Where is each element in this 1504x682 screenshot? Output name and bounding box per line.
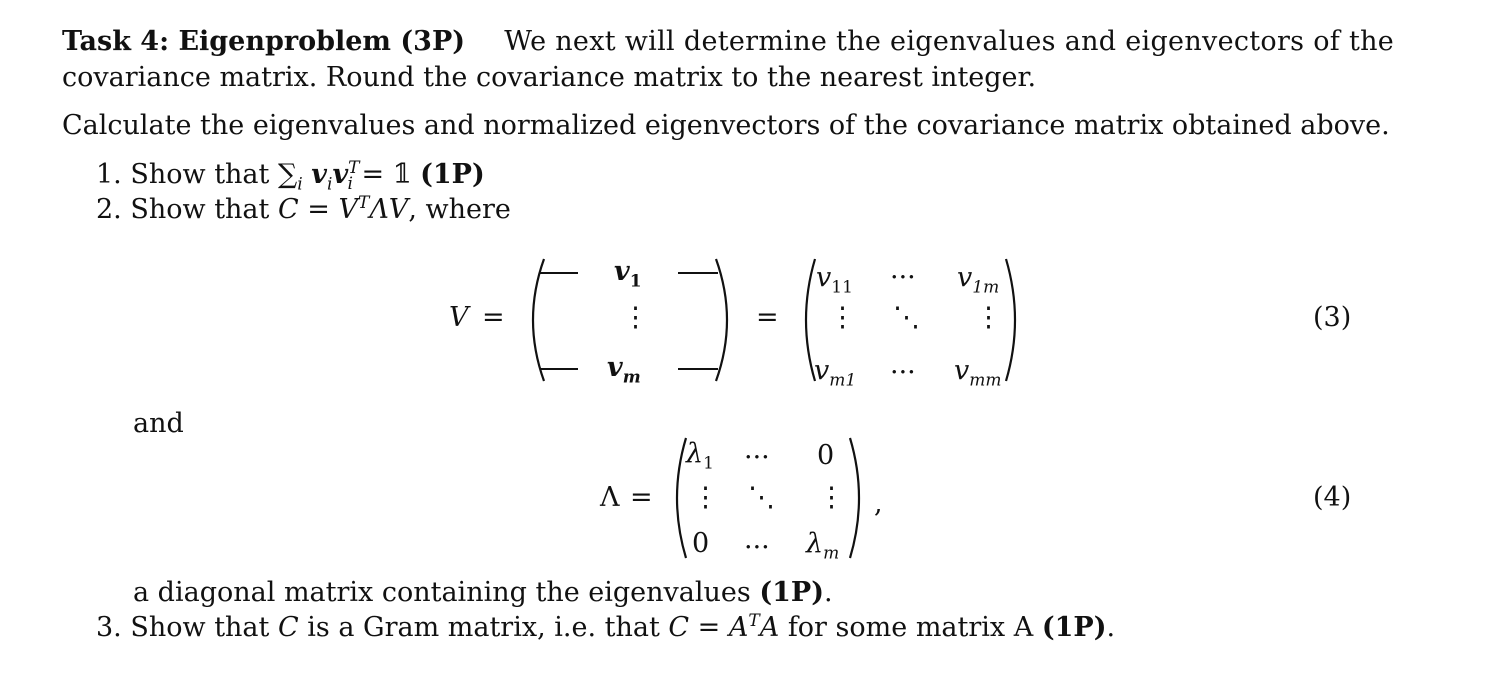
transpose-sup: T	[348, 158, 360, 178]
diag-sentence-line	[133, 577, 833, 608]
diag-points: (1P)	[759, 577, 824, 608]
eq4-equals: =	[630, 482, 653, 513]
where-text: , where	[408, 194, 511, 225]
lambda1-index: 1	[703, 453, 714, 474]
vm1-index: m1	[829, 370, 857, 391]
task-header-line1	[62, 26, 1394, 57]
equals-sign: =	[307, 194, 330, 225]
eq3-vm1	[814, 355, 857, 391]
vector-v-transposed: v	[332, 159, 349, 190]
eq4-cdots-top: ···	[744, 442, 770, 473]
transpose-sup: T	[748, 611, 760, 631]
row-rule	[678, 272, 718, 274]
eq3-v11	[816, 262, 853, 298]
matrix-c-2: C	[668, 612, 690, 643]
list-item-number: 1.	[96, 159, 122, 190]
eq3-right-paren-1	[712, 255, 742, 385]
eq3-equals-2: =	[756, 302, 779, 333]
identity-symbol: 𝟙	[392, 159, 412, 190]
v11-index: 11	[831, 277, 853, 298]
sum-index: i	[297, 174, 303, 195]
vm1-symbol: v	[814, 355, 830, 386]
eq4-ddots: ⋱	[748, 482, 775, 513]
equation-number-4: (4)	[1313, 482, 1352, 513]
row-rule	[540, 368, 578, 370]
matrix-c: C	[277, 612, 299, 643]
eq3-vdots-right: ⋮	[975, 302, 1002, 333]
lambda-v: ΛV	[369, 194, 409, 225]
row-rule	[540, 272, 578, 274]
list-item-prefix: Show that	[130, 612, 270, 643]
task-intro-line1: We next will determine the eigenvalues and eigenvectors of the	[504, 26, 1395, 57]
vmm-symbol: v	[954, 355, 970, 386]
vm-index: m	[622, 367, 641, 388]
eq3-vdots-1: ⋮	[622, 302, 649, 333]
eq4-cdots-bottom: ···	[744, 532, 770, 563]
list-item-prefix: Show that	[130, 159, 270, 190]
v1m-index: 1m	[972, 277, 1000, 298]
eq3-right-paren-2	[1002, 255, 1026, 385]
lambdam-symbol: λ	[806, 528, 824, 559]
eq4-lambdam	[806, 528, 840, 564]
eq3-vmm	[954, 355, 1002, 391]
points-label: (1P)	[1041, 612, 1107, 643]
eq3-row-v1	[614, 256, 642, 292]
list-item-2	[96, 194, 511, 225]
equals-sign: =	[697, 612, 721, 643]
gram-tail: for some matrix A	[787, 612, 1034, 643]
v11-symbol: v	[816, 262, 832, 293]
gram-middle: is a Gram matrix, i.e. that	[307, 612, 660, 643]
matrix-v: V	[338, 194, 358, 225]
vector-v: v	[311, 159, 327, 190]
task-title: Task 4: Eigenproblem (3P)	[62, 26, 466, 57]
diag-sentence: a diagonal matrix containing the eigenvalues	[133, 577, 751, 608]
sum-symbol: ∑	[277, 159, 298, 190]
v1-index: 1	[629, 271, 642, 292]
diag-end: .	[823, 577, 833, 608]
lambda1-symbol: λ	[686, 438, 704, 469]
eq3-left-paren-1	[518, 255, 548, 385]
list-item-3	[96, 612, 1115, 643]
eq4-lambda1	[686, 438, 714, 474]
eq3-row-vm	[607, 352, 641, 388]
lambdam-index: m	[823, 543, 840, 564]
eq3-v1m	[957, 262, 1000, 298]
v1m-symbol: v	[957, 262, 973, 293]
vm-symbol: v	[607, 352, 623, 383]
v1-symbol: v	[614, 256, 630, 287]
matrix-a-2: A	[759, 612, 780, 643]
list-item-number: 2.	[96, 194, 122, 225]
list-item-prefix: Show that	[130, 194, 270, 225]
eq3-ddots: ⋱	[893, 302, 920, 333]
calc-sentence: Calculate the eigenvalues and normalized eigenvectors of the covariance matrix obtained above.	[62, 110, 1390, 141]
eq4-right-paren	[846, 434, 870, 562]
eq3-cdots-bottom: ···	[890, 357, 916, 388]
list-item-1	[96, 158, 485, 195]
vector-v2-index: i	[347, 174, 353, 195]
eq3-cdots-top: ···	[890, 262, 916, 293]
eq4-vdots-right: ⋮	[818, 482, 845, 513]
matrix-c: C	[277, 194, 299, 225]
vmm-index: mm	[969, 370, 1002, 391]
equals-sign: =	[361, 159, 385, 190]
eq3-vdots-left: ⋮	[829, 302, 856, 333]
eq3-equals: =	[482, 302, 505, 333]
points-label: (1P)	[420, 159, 485, 190]
task-intro-line2: covariance matrix. Round the covariance matrix to the nearest integer.	[62, 62, 1037, 93]
and-word: and	[133, 408, 184, 439]
item-end: .	[1106, 612, 1116, 643]
vector-v-index: i	[327, 174, 333, 195]
equation-number-3: (3)	[1313, 302, 1352, 333]
eq4-zero-bottom: 0	[692, 528, 710, 559]
eq4-vdots-left: ⋮	[692, 482, 719, 513]
eq3-lhs: V	[449, 302, 469, 333]
eq4-zero-top: 0	[817, 440, 835, 471]
eq4-comma: ,	[874, 488, 883, 519]
matrix-a: A	[728, 612, 749, 643]
list-item-number: 3.	[96, 612, 122, 643]
row-rule	[678, 368, 718, 370]
eq4-lhs: Λ	[600, 482, 620, 513]
transpose-sup: T	[357, 193, 370, 213]
